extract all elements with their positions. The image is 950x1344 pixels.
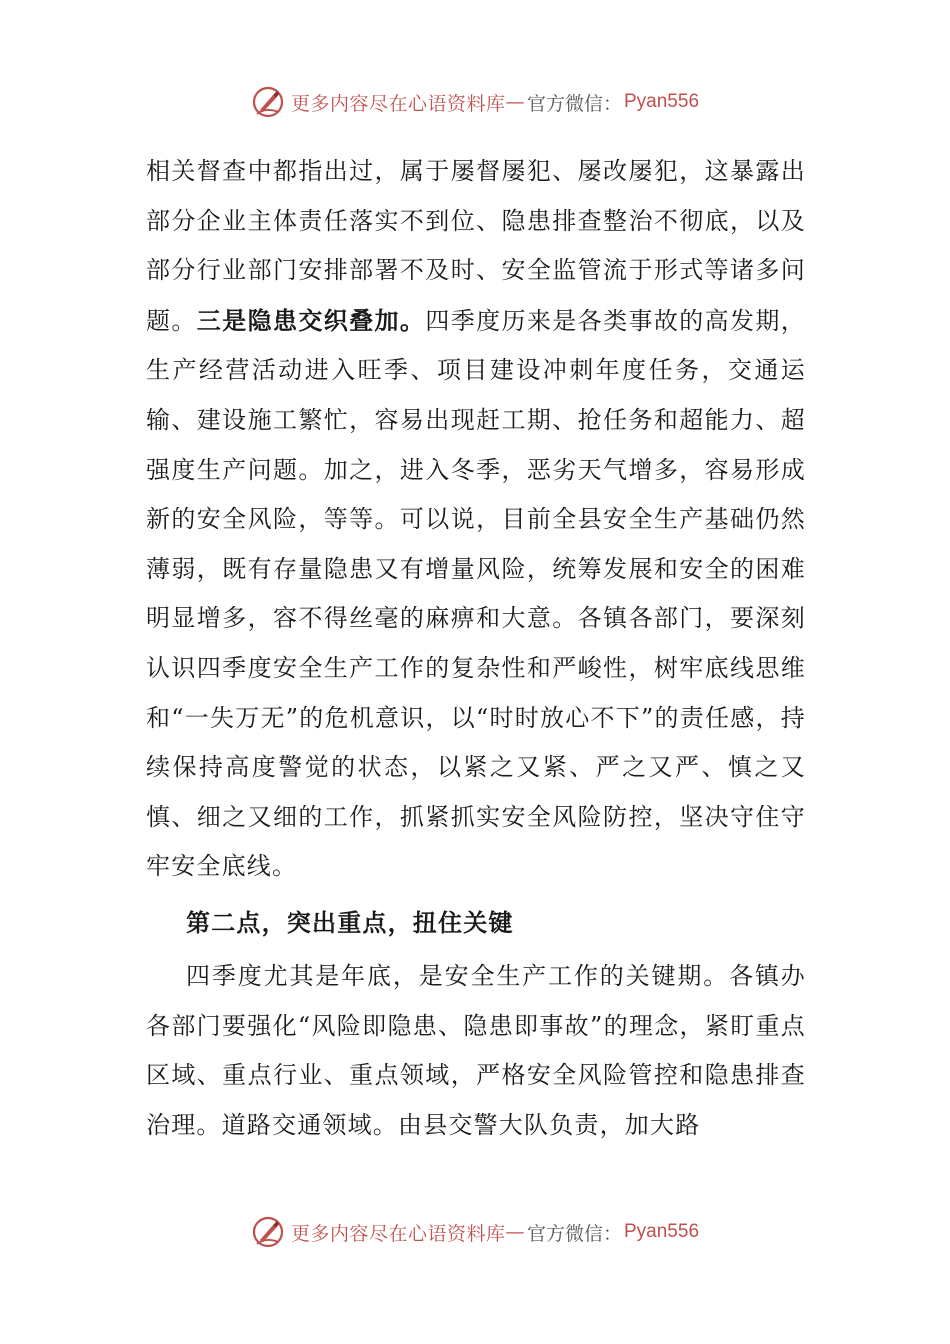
paragraph-1-bold-point: 三是隐患交织叠加。	[196, 305, 426, 335]
pen-circle-logo-icon	[251, 85, 285, 119]
section-heading: 第二点，突出重点，扭住关键	[186, 907, 514, 937]
watermark-contact-label: 官方微信：	[526, 92, 622, 115]
watermark-contact-id: Pyan556	[624, 1221, 700, 1242]
watermark-main-text: 更多内容尽在心语资料库	[290, 92, 506, 115]
paragraph-1-text-b: 四季度历来是各类事故的高发期，生产经营活动进入旺季、项目建设冲刺年度任务，交通运输、建设施工繁忙，容易出现赶工期、抢任务和超能力、超强度生产问题。加之，进入冬季，恶劣天气增多，容易形成新的安全风险，等等。可以说，目前全县安全生产基础仍然薄弱，既有存量隐患又有增量风险，统筹发展和安全的困难明显增多，容不得丝毫的麻痹和大意。各镇各部门，要深刻认识四季度安全生产工作的复杂性和严峻性，树牢底线思维和“一失万无”的危机意识，以“时时放心不下”的责任感，持续保持高度警觉的状态，以紧之又紧、严之又严、慎之又慎、细之又细的工作，抓紧抓实安全风险防控，坚决守住守牢安全底线。	[146, 306, 807, 881]
paragraph-1	[146, 147, 806, 892]
footer-watermark-banner	[0, 1212, 950, 1252]
watermark-separator: —	[505, 1221, 525, 1243]
watermark-separator: —	[505, 91, 525, 113]
watermark-contact-id: Pyan556	[624, 91, 700, 112]
watermark-main-text: 更多内容尽在心语资料库	[290, 1222, 506, 1245]
paragraph-2: 四季度尤其是年底，是安全生产工作的关键期。各镇办各部门要强化“风险即隐患、隐患即事故”的理念，紧盯重点区域、重点行业、重点领域，严格安全风险管控和隐患排查治理。道路交通领域。由县交警大队负责，加大路	[146, 961, 806, 1139]
document-body	[146, 147, 806, 1150]
header-watermark-banner	[0, 82, 950, 122]
paragraph-1-text-a: 相关督查中都指出过，属于屡督屡犯、屡改屡犯，这暴露出部分企业主体责任落实不到位、隐患排查整治不彻底，以及部分行业部门安排部署不及时、安全监管流于形式等诸多问题。	[146, 157, 806, 335]
pen-circle-logo-icon	[251, 1215, 285, 1249]
watermark-contact-label: 官方微信：	[526, 1222, 622, 1245]
